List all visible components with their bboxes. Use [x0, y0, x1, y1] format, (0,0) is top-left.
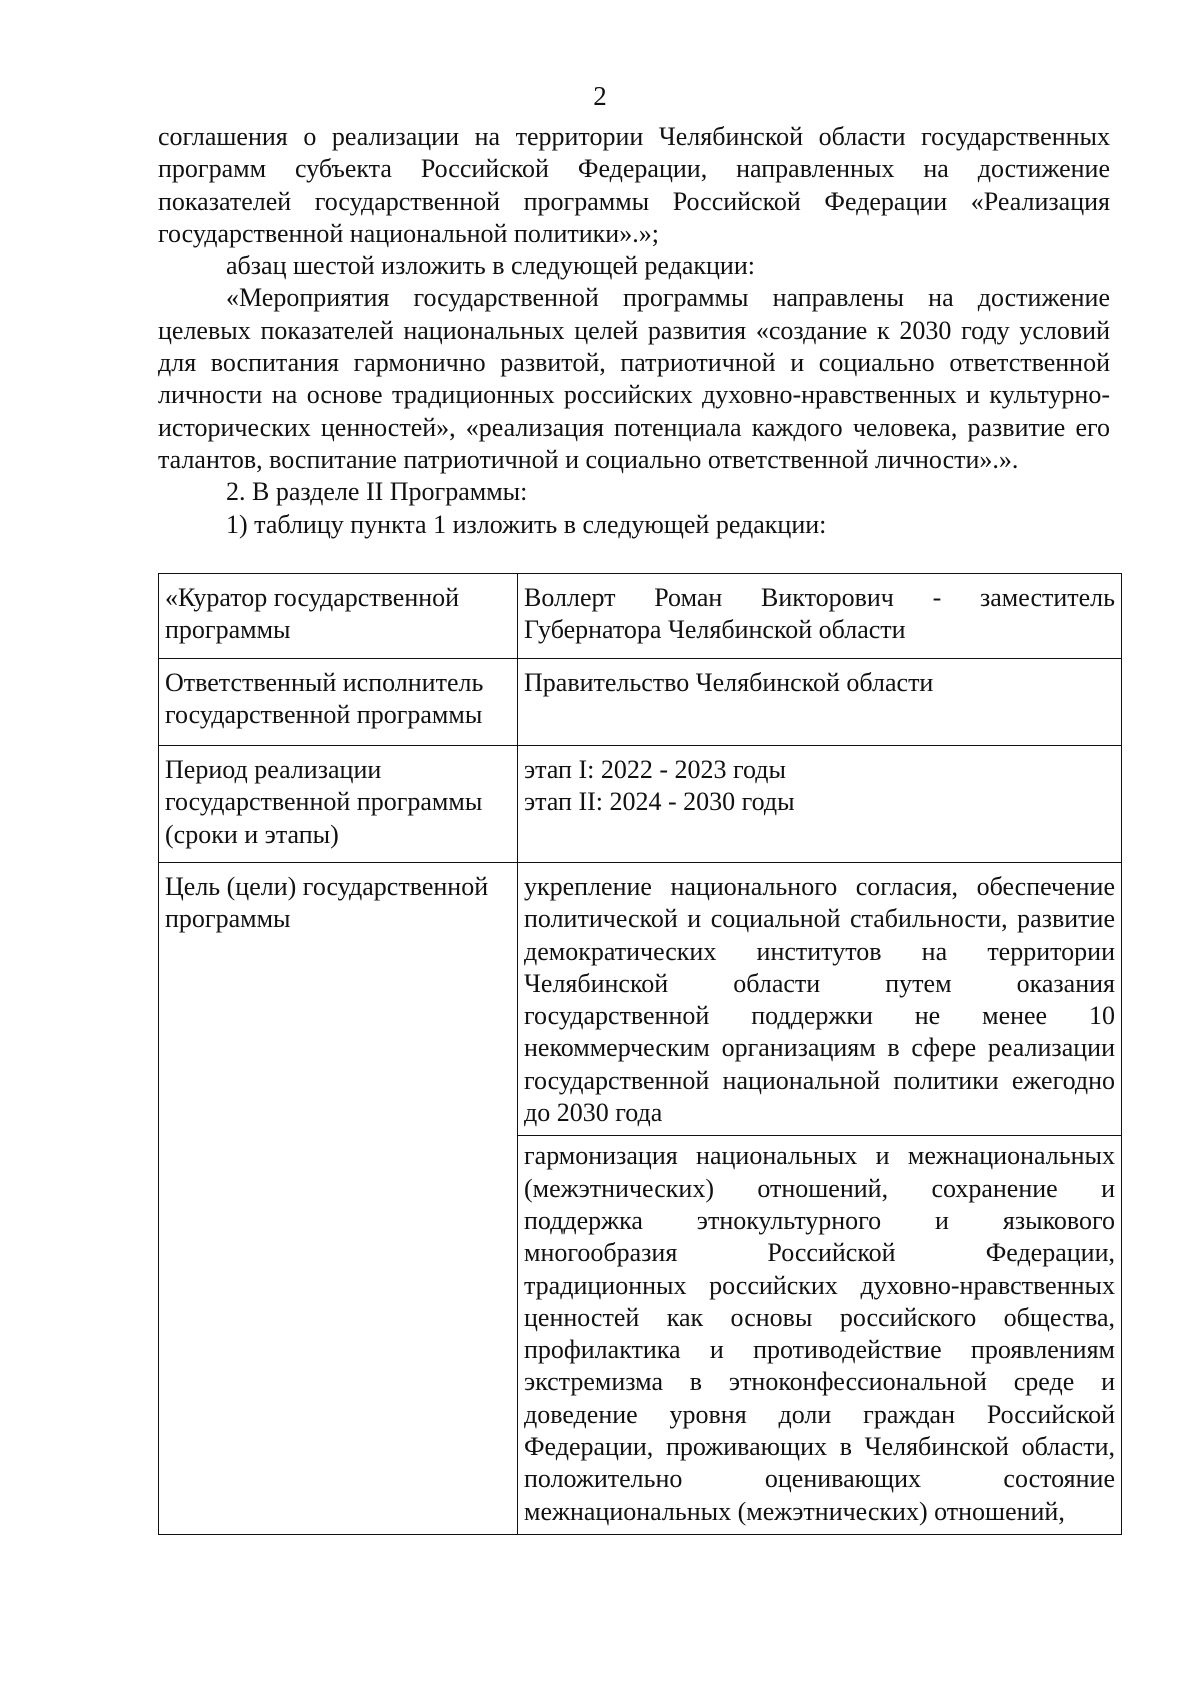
paragraph-section-heading: 2. В разделе II Программы:: [226, 477, 528, 507]
paragraph-measures: «Мероприятия государственной программы направлены на достижение целевых показателей национальных целей развития «создание к 2030 году условий для воспитания гармонично развитой, патриотичной и социально ответственной личности на основе традиционных российских духовно-нравственных и культурно-исторических ценностей», «реализация потенциала каждого человека, развитие его талантов, воспитание патриотичной и социально ответственной личности».».: [158, 283, 1110, 474]
table-row: [159, 574, 1122, 659]
table-cell-label: Цель (цели) государственной программы: [159, 863, 518, 1535]
document-body: [158, 121, 1110, 541]
paragraph-table-instruction: 1) таблицу пункта 1 изложить в следующей редакции:: [226, 509, 827, 539]
table-row: [159, 863, 1122, 1535]
paragraph-instruction: абзац шестой изложить в следующей редакции:: [226, 251, 755, 281]
table-cell-value: [518, 746, 1122, 863]
paragraph-continuation: соглашения о реализации на территории Челябинской области государственных программ субъекта Российской Федерации, направленных на достижение показателей государственной программы Российской Федерации «Реализация государственной национальной политики».»;: [158, 122, 1110, 248]
page-number: 2: [593, 81, 607, 111]
table-cell-value: Правительство Челябинской области: [518, 659, 1122, 746]
stage-item: этап I: 2022 - 2023 годы: [524, 755, 786, 784]
table-cell-value: [518, 863, 1122, 1535]
stage-item: этап II: 2024 - 2030 годы: [524, 787, 795, 817]
table-row: [159, 746, 1122, 863]
goal-item: укрепление национального согласия, обеспечение политической и социальной стабильности, развитие демократических институтов на территории Челябинской области путем оказания государственной поддержки не менее 10 некоммерческим организациям в сфере реализации государственной национальной политики ежегодно до 2030 года: [524, 872, 1115, 1128]
table-cell-label: Ответственный исполнитель государственной программы: [159, 659, 518, 746]
table-cell-label: «Куратор государственной программы: [159, 574, 518, 659]
goal-item: гармонизация национальных и межнациональных (межэтнических) отношений, сохранение и поддержка этнокультурного и языкового многообразия Российской Федерации, традиционных российских духовно-нравственных ценностей как основы российского общества, профилактика и противодействие проявлениям экстремизма в этноконфессиональной среде и доведение уровня доли граждан Российской Федерации, проживающих в Челябинской области, положительно оценивающих состояние межнациональных (межэтнических) отношений,: [518, 1135, 1121, 1528]
table-row: [159, 659, 1122, 746]
table-cell-value: Воллерт Роман Викторович - заместитель Губернатора Челябинской области: [518, 574, 1122, 659]
table-cell-label: Период реализации государственной программы (сроки и этапы): [159, 746, 518, 863]
program-passport-table: [158, 573, 1122, 1535]
